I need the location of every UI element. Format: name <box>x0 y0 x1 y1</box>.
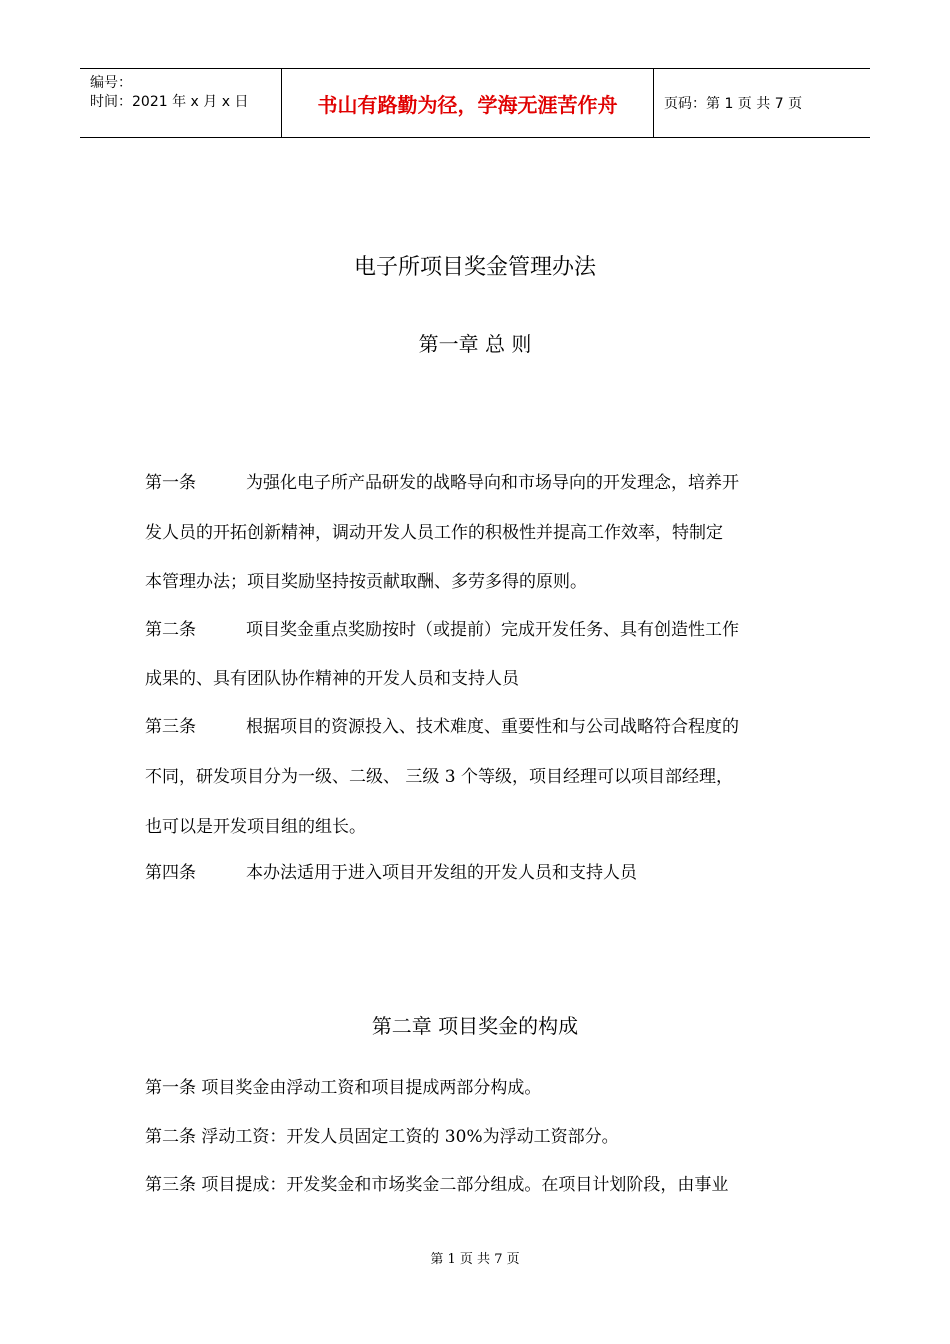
article-line: 发人员的开拓创新精神，调动开发人员工作的积极性并提高工作效率，特制定 <box>145 523 723 543</box>
article-line: 也可以是开发项目组的组长。 <box>145 817 366 837</box>
header-table <box>80 68 870 138</box>
number-label: 编号： <box>90 75 132 91</box>
article-text: 根据项目的资源投入、技术难度、重要性和与公司战略符合程度的 <box>246 717 739 737</box>
article-label: 第三条 <box>145 717 196 737</box>
article-line <box>145 615 739 640</box>
header-motto-cell <box>282 69 654 137</box>
article-text: 为强化电子所产品研发的战略导向和市场导向的开发理念，培养开 <box>246 473 739 493</box>
article-text: 项目奖金重点奖励按时（或提前）完成开发任务、具有创造性工作 <box>246 620 739 640</box>
page-footer: 第 1 页 共 7 页 <box>430 1252 520 1267</box>
motto-text: 书山有路勤为径，学海无涯苦作舟 <box>317 92 618 117</box>
article-label: 第四条 <box>145 863 196 883</box>
article-line: 本管理办法；项目奖励坚持按贡献取酬、多劳多得的原则。 <box>145 572 587 592</box>
chapter2-title: 第二章 项目奖金的构成 <box>371 1014 579 1038</box>
article-line <box>145 712 739 737</box>
chapter1-title: 第一章 总 则 <box>418 332 532 356</box>
article-label: 第二条 <box>145 620 196 640</box>
header-meta-cell <box>80 69 282 137</box>
article-line: 不同，研发项目分为一级、二级、 三级 3 个等级，项目经理可以项目部经理， <box>145 767 734 787</box>
document-title: 电子所项目奖金管理办法 <box>353 255 596 280</box>
article-line: 第二条 浮动工资：开发人员固定工资的 30%为浮动工资部分。 <box>145 1127 619 1147</box>
article-line: 第一条 项目奖金由浮动工资和项目提成两部分构成。 <box>145 1078 542 1098</box>
article-line <box>145 858 637 883</box>
article-label: 第一条 <box>145 473 196 493</box>
article-line <box>145 468 739 493</box>
article-line: 第三条 项目提成：开发奖金和市场奖金二部分组成。在项目计划阶段，由事业 <box>145 1175 729 1195</box>
article-text: 本办法适用于进入项目开发组的开发人员和支持人员 <box>246 863 637 883</box>
time-label: 时间：2021 年 x 月 x 日 <box>90 94 249 110</box>
article-line: 成果的、具有团队协作精神的开发人员和支持人员 <box>145 669 519 689</box>
header-page-info: 页码：第 1 页 共 7 页 <box>664 96 803 112</box>
